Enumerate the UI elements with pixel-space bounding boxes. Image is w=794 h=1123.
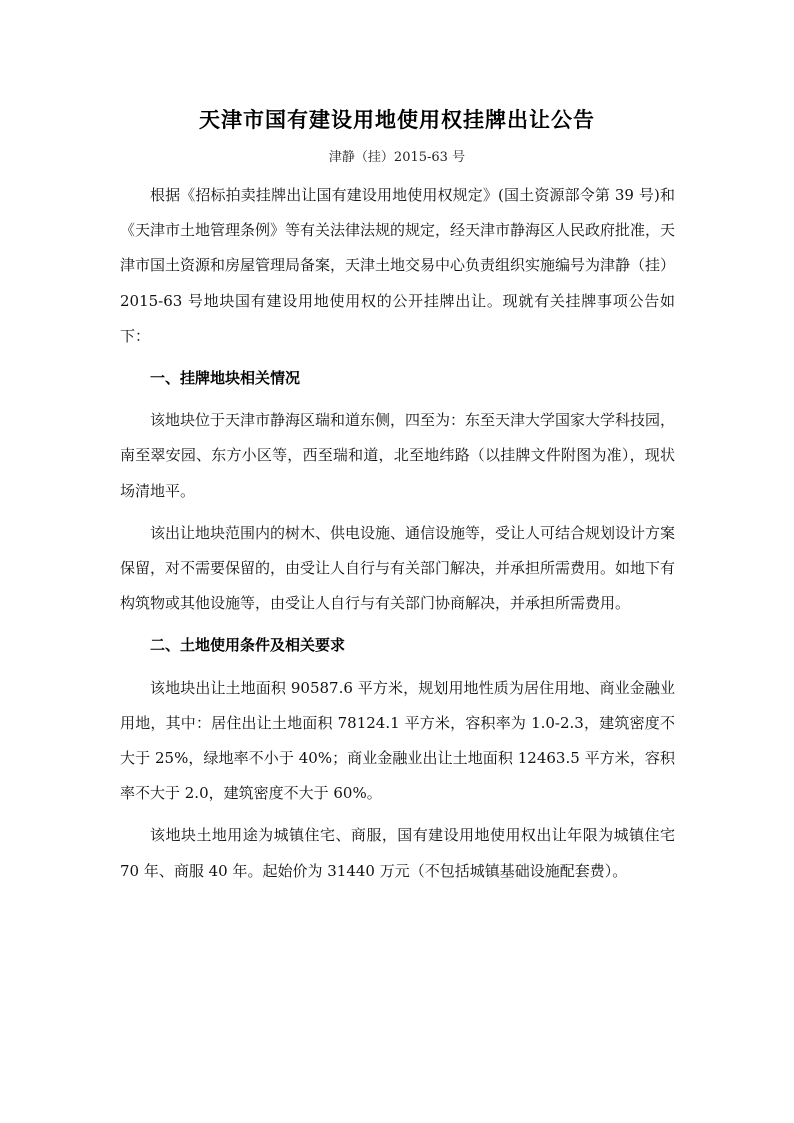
document-body <box>120 178 675 889</box>
document-number: 津静（挂）2015-63 号 <box>328 150 466 165</box>
section2-paragraph-area: 该地块出让土地面积 90587.6 平方米，规划用地性质为居住用地、商业金融业用地，其中：居住出让土地面积 78124.1 平方米，容积率为 1.0-2.3，建筑密度不大于 25%，绿地率不小于 40%；商业金融业出让土地面积 12463.5 平方米，容积率不大于 2.0，建筑密度不大于 60%。 <box>120 678 675 803</box>
section2-paragraph-usage: 该地块土地用途为城镇住宅、商服，国有建设用地使用权出让年限为城镇住宅 70 年、商服 40 年。起始价为 31440 万元（不包括城镇基础设施配套费）。 <box>120 826 675 880</box>
section1-paragraph-location: 该地块位于天津市静海区瑞和道东侧，四至为：东至天津大学国家大学科技园，南至翠安园、东方小区等，西至瑞和道，北至地纬路（以挂牌文件附图为准），现状场清地平。 <box>120 411 676 500</box>
section1-heading: 一、挂牌地块相关情况 <box>150 369 301 388</box>
section1-paragraph-facilities: 该出让地块范围内的树木、供电设施、通信设施等，受让人可结合规划设计方案保留，对不需要保留的，由受让人自行与有关部门解决，并承担所需费用。如地下有构筑物或其他设施等，由受让人自行与有关部门协商解决，并承担所需费用。 <box>120 523 676 613</box>
document-title: 天津市国有建设用地使用权挂牌出让公告 <box>199 107 595 132</box>
section2-heading: 二、土地使用条件及相关要求 <box>150 636 346 655</box>
intro-paragraph: 根据《招标拍卖挂牌出让国有建设用地使用权规定》(国土资源部令第 39 号)和《天津市土地管理条例》等有关法律法规的规定，经天津市静海区人民政府批准，天津市国土资源和房屋管理局备案，天津土地交易中心负责组织实施编号为津静（挂）2015-63 号地块国有建设用地使用权的公开挂牌出让。现就有关挂牌事项公告如下： <box>120 186 676 345</box>
